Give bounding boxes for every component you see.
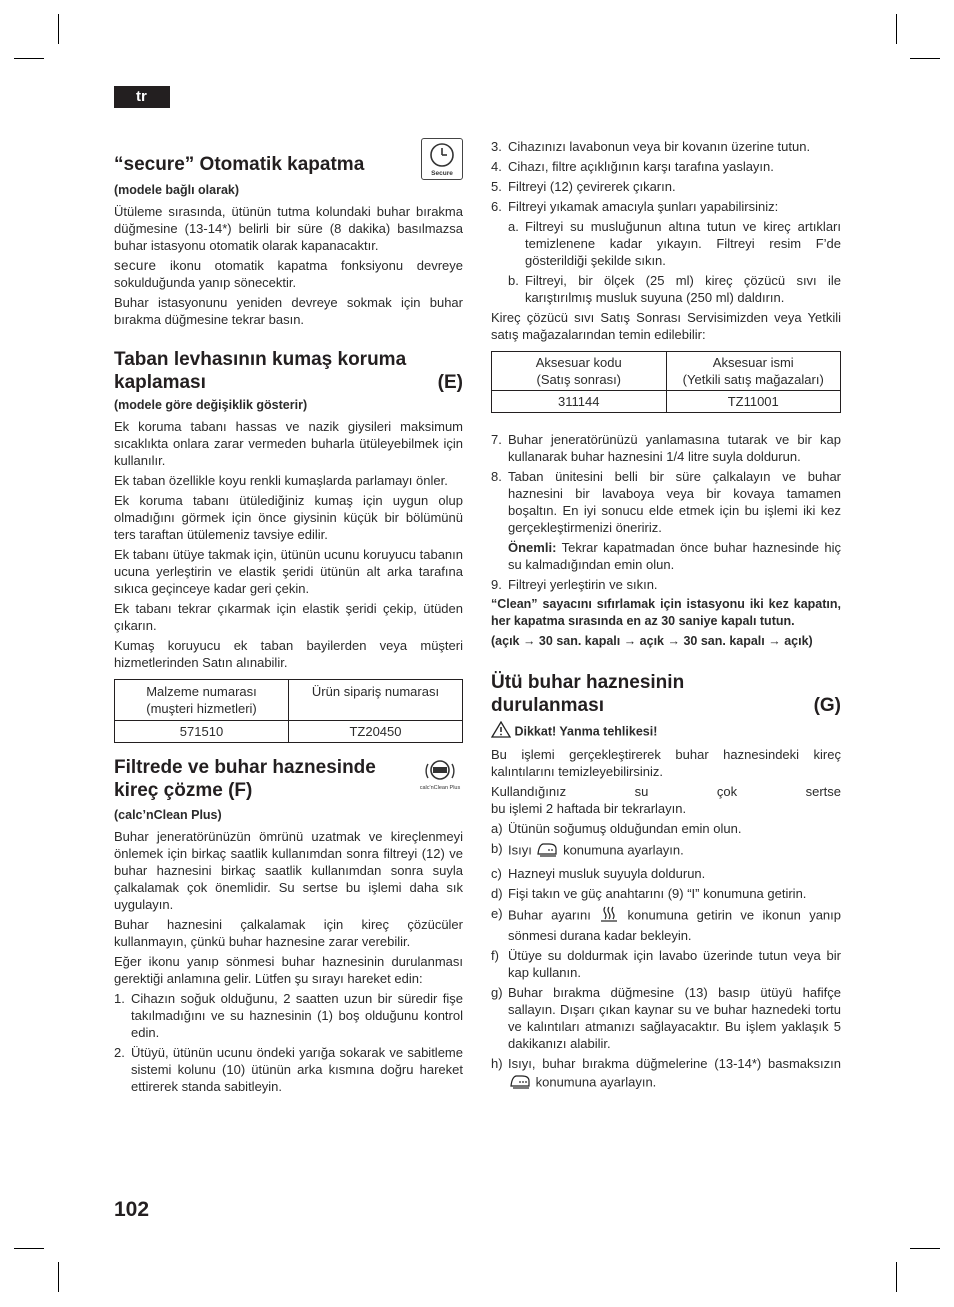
secure-paragraph-1: Ütüleme sırasında, ütünün tutma kolundaki buhar bırakma düğmesine (13-14*) belirli bir süre (8 dakika) basılmazsa buhar istasyonu otomatik olarak kapanacaktır.: [114, 204, 463, 253]
taban-parts-table: [114, 679, 463, 743]
left-column: [114, 138, 463, 1098]
filtre-heading-row: [114, 756, 463, 802]
secure-subtitle: (modele bağlı olarak): [114, 183, 240, 197]
utu-paragraph-2: Kullandığınız su çok sertse bu işlemi 2 haftada bir tekrarlayın.: [491, 784, 841, 816]
taban-title-letter: (E): [437, 372, 463, 393]
table-header-row: [492, 352, 841, 391]
crop-mark: [14, 58, 44, 59]
iron-heat-icon: [508, 1072, 532, 1094]
secure-paragraph-2: [114, 257, 463, 291]
crop-mark: [58, 14, 59, 44]
page-number: 102: [114, 1198, 150, 1221]
filtre-title-line1: Filtrede ve buhar haznesinde: [114, 757, 376, 778]
taban-title-line2: kaplaması: [114, 372, 206, 393]
table-cell: 571510: [115, 721, 289, 743]
taban-paragraph: Ek taban özellikle koyu renkli kumaşlarda parlamayı önler.: [114, 473, 448, 488]
filtre-paragraph: Eğer ikonu yanıp sönmesi buhar haznesinin durulanması gerektiği anlamına gelir. Lütfen şu sırayı hareket edin:: [114, 954, 463, 986]
utu-title-letter: (G): [813, 695, 841, 716]
secure-paragraph-2-text: ikonu otomatik kapatma fonksiyonu devreye sokulduğunda yanıp sönecektir.: [114, 258, 463, 290]
language-tab: tr: [114, 86, 170, 108]
svg-text:Secure: Secure: [431, 170, 453, 177]
clean-cycle-note: (açık → 30 san. kapalı → açık → 30 san. kapalı → açık): [491, 634, 813, 648]
taban-paragraph: Ek koruma tabanı hassas ve nazik giysileri maksimum sıcaklıkta onlara zarar vermeden buharla ütüleyebilmek için kullanılır.: [114, 419, 463, 468]
warning-line: Dikkat! Yanma tehlikesi!: [491, 721, 841, 743]
taban-title-line1: Taban levhasının kumaş koruma: [114, 349, 407, 370]
secure-heading-row: [114, 138, 463, 180]
list-item: 4. Cihazı, filtre açıklığının karşı tarafına yaslayın.: [491, 159, 774, 174]
taban-title-row: [114, 371, 463, 394]
filtre-paragraph: Buhar haznesini çalkalamak için kireç çözücüler kullanmayın, çünkü buhar haznesine zarar verebilir.: [114, 917, 463, 949]
svg-text:calc'nClean Plus: calc'nClean Plus: [419, 785, 461, 791]
filtre-subtitle: (calc’nClean Plus): [114, 808, 222, 822]
onemli-note: Önemli: Tekrar kapatmadan önce buhar haznesinde hiç su kalmadığından emin olun.: [508, 540, 841, 572]
table-header-cell: Malzeme numarası (muşteri hizmetleri): [115, 680, 289, 721]
taban-subtitle: (modele göre değişiklik gösterir): [114, 398, 308, 412]
crop-mark: [896, 1262, 897, 1292]
crop-mark: [58, 1262, 59, 1292]
list-item: g) Buhar bırakma düğmesine (13) basıp ütüyü hafifçe sallayın. Dışarı çıkan kaynar su ve buhar haznedeki tortu ve kalıntıları atmanızı sağlayacaktır. Bu işlem yaklaşık 5 dakikanızı alabilir.: [491, 985, 841, 1051]
crop-mark: [896, 14, 897, 44]
table-header-row: [115, 680, 463, 721]
utu-paragraph-1: Bu işlemi gerçekleştirerek buhar haznesindeki kireç kalıntılarını temizleyebilirsiniz.: [491, 747, 841, 779]
table-cell: 311144: [492, 391, 667, 413]
list-item: 9. Filtreyi yerleştirin ve sıkın.: [491, 577, 658, 592]
table-cell: TZ20450: [289, 721, 463, 743]
crop-mark: [910, 58, 940, 59]
list-item: b) Isıyı konumuna ayarlayın.: [491, 840, 841, 862]
steam-icon: [599, 905, 619, 927]
taban-paragraph: Ek tabanı ütüye takmak için, ütünün ucunu koruyucu tabanın ucuna yerleştirin ve elastik şeridi ütünün alt arka tarafına sıkıca geçinceye kadar geri çekin.: [114, 547, 463, 596]
utu-title-row: [491, 694, 841, 717]
filtre-title-line2: kireç çözme (F): [114, 780, 253, 801]
table-header-cell: Aksesuar ismi (Yetkili satış mağazaları): [666, 352, 841, 391]
table-cell: TZ11001: [666, 391, 841, 413]
table-row: [492, 391, 841, 413]
sub-list-item: a. Filtreyi su musluğunun altına tutun ve kireç artıkları temizlenene kadar yıkayın. Filtreyi resim F’de gösterildiği şekilde sıkın.: [508, 219, 841, 268]
list-item: c) Hazneyi musluk suyuyla doldurun.: [491, 866, 706, 881]
secure-clock-icon: [421, 138, 463, 180]
list-item: 8. Taban ünitesini belli bir süre çalkalayın ve buhar haznesini bir lavaboya veya bir kovaya tamamen boşaltın. En iyi sonucu elde etmek için bu işlemi iki kez gerçekleştirmenizi öneririz.: [491, 469, 841, 535]
utu-title-line2: durulanması: [491, 695, 604, 716]
taban-paragraph: Kumaş koruyucu ek taban bayilerden veya müşteri hizmetlerinden Satın alınabilir.: [114, 638, 463, 670]
iron-heat-icon: [535, 840, 559, 862]
crop-mark: [14, 1248, 44, 1249]
calc-clean-icon: [417, 756, 463, 802]
list-item: 2. Ütüyü, ütünün ucunu öndeki yarığa sokarak ve sabitleme sistemi kolunu (10) ütünün arka kısmına doğru hareket ettirerek standa sabitleyin.: [114, 1045, 463, 1094]
list-item: 7. Buhar jeneratörünüzü yanlamasına tutarak ve bir kap kullanarak buhar haznesini 1/4 litre suyla doldurun.: [491, 432, 841, 464]
list-item: d) Fişi takın ve güç anahtarını (9) “I” konumuna getirin.: [491, 886, 807, 901]
utu-title-line1: Ütü buhar haznesinin: [491, 672, 685, 693]
right-column: [491, 138, 841, 1097]
crop-mark: [910, 1248, 940, 1249]
table-header-cell: Ürün sipariş numarası: [289, 680, 463, 721]
list-item: f) Ütüye su doldurmak için lavabo üzerinde tutun veya bir kap kullanın.: [491, 948, 841, 980]
taban-paragraph: Ek koruma tabanı ütülediğiniz kumaş için uygun olup olmadığını görmek için önce giysinin küçük bir bölümünü ters taraftan ütülemeniz tavsiye edilir.: [114, 493, 463, 542]
list-item: a) Ütünün soğumuş olduğundan emin olun.: [491, 821, 742, 836]
warning-icon: [491, 721, 511, 743]
kirec-paragraph: Kireç çözücü sıvı Satış Sonrası Servisimizden veya Yetkili satış mağazalarından temin edilebilir:: [491, 310, 841, 342]
secure-paragraph-3: Buhar istasyonunu yeniden devreye sokmak için buhar bırakma düğmesine tekrar basın.: [114, 295, 463, 327]
table-row: [115, 721, 463, 743]
accessory-table: [491, 351, 841, 413]
list-item: e) Buhar ayarını konumuna getirin ve ikonun yanıp sönmesi durana kadar bekleyin.: [491, 906, 842, 943]
list-item: h) Isıyı, buhar bırakma düğmelerine (13-14*) basmaksızın konumuna ayarlayın.: [491, 1055, 841, 1094]
filtre-paragraph: Buhar jeneratörünüzün ömrünü uzatmak ve kireçlenmeyi önlemek için birkaç saatlik kullanımdan sonra filtreyi (12) ve buhar haznesini birkaç saatlik kullanımdan sonra suyla çalkalamak çok önemlidir. Su sertse bu işlemi daha sık uygulayın.: [114, 829, 463, 912]
list-item: 6. Filtreyi yıkamak amacıyla şunları yapabilirsiniz:: [491, 199, 779, 214]
sub-list-item: b. Filtreyi, bir ölçek (25 ml) kireç çözücü sıvı ile karıştırılmış musluk suyuna (250 ml) daldırın.: [508, 273, 841, 305]
table-header-cell: Aksesuar kodu (Satış sonrası): [492, 352, 667, 391]
secure-word: secure: [114, 258, 157, 273]
secure-title: “secure” Otomatik kapatma: [114, 154, 365, 175]
list-item: 3. Cihazınızı lavabonun veya bir kovanın üzerine tutun.: [491, 139, 811, 154]
clean-reset-note: “Clean” sayacını sıfırlamak için istasyonu iki kez kapatın, her kapatma sırasında en az 30 saniye kapalı tutun.: [491, 597, 841, 628]
list-item: 5. Filtreyi (12) çevirerek çıkarın.: [491, 179, 676, 194]
list-item: 1. Cihazın soğuk olduğunu, 2 saatten uzun bir süredir fişe takılmadığını ve su haznesinin (1) boş olduğunu kontrol edin.: [114, 991, 463, 1040]
taban-paragraph: Ek tabanı tekrar çıkarmak için elastik şeridi çekip, ütüden çıkarın.: [114, 601, 463, 633]
